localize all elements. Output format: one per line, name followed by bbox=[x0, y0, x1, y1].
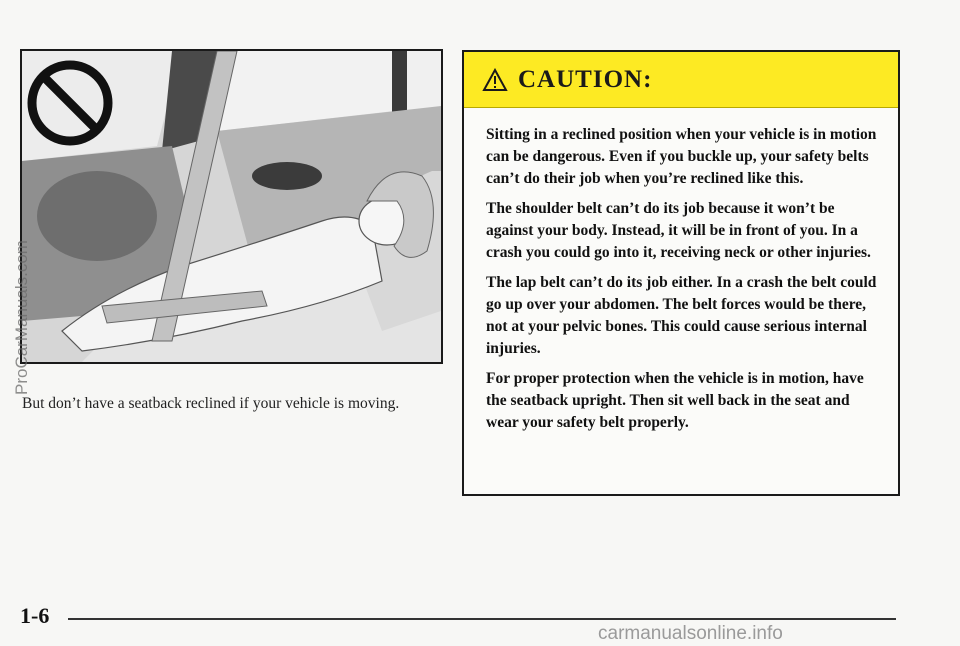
footer-divider bbox=[68, 618, 896, 620]
caution-paragraph: The lap belt can’t do its job either. In a crash the belt could go up over your abdomen. The belt forces would be there, not at your pelvic bones. This could cause serious internal injuries. bbox=[486, 274, 877, 357]
bottom-watermark: carmanualsonline.info bbox=[598, 623, 783, 644]
caution-box bbox=[462, 50, 900, 496]
body-paragraph: But don’t have a seatback reclined if your vehicle is moving. bbox=[22, 395, 400, 412]
reclined-seat-illustration bbox=[20, 49, 443, 364]
caution-paragraph: Sitting in a reclined position when your vehicle is in motion can be dangerous. Even if you buckle up, your safety belts can’t do their job when you’re reclined like this. bbox=[486, 126, 877, 187]
caution-paragraph: The shoulder belt can’t do its job because it won’t be against your body. Instead, it will be in front of you. In a crash you could go into it, receiving neck or other injuries. bbox=[486, 200, 871, 261]
caution-paragraph: For proper protection when the vehicle is in motion, have the seatback upright. Then sit well back in the seat and wear your safety belt properly. bbox=[486, 370, 864, 431]
page-number: 1-6 bbox=[20, 603, 50, 628]
side-watermark: ProCarManuals.com bbox=[12, 240, 31, 395]
illustration-drawing bbox=[22, 51, 441, 362]
warning-triangle-icon bbox=[482, 68, 508, 92]
caution-header bbox=[464, 52, 898, 108]
caution-body bbox=[464, 108, 898, 434]
caution-label: CAUTION: bbox=[518, 65, 653, 93]
